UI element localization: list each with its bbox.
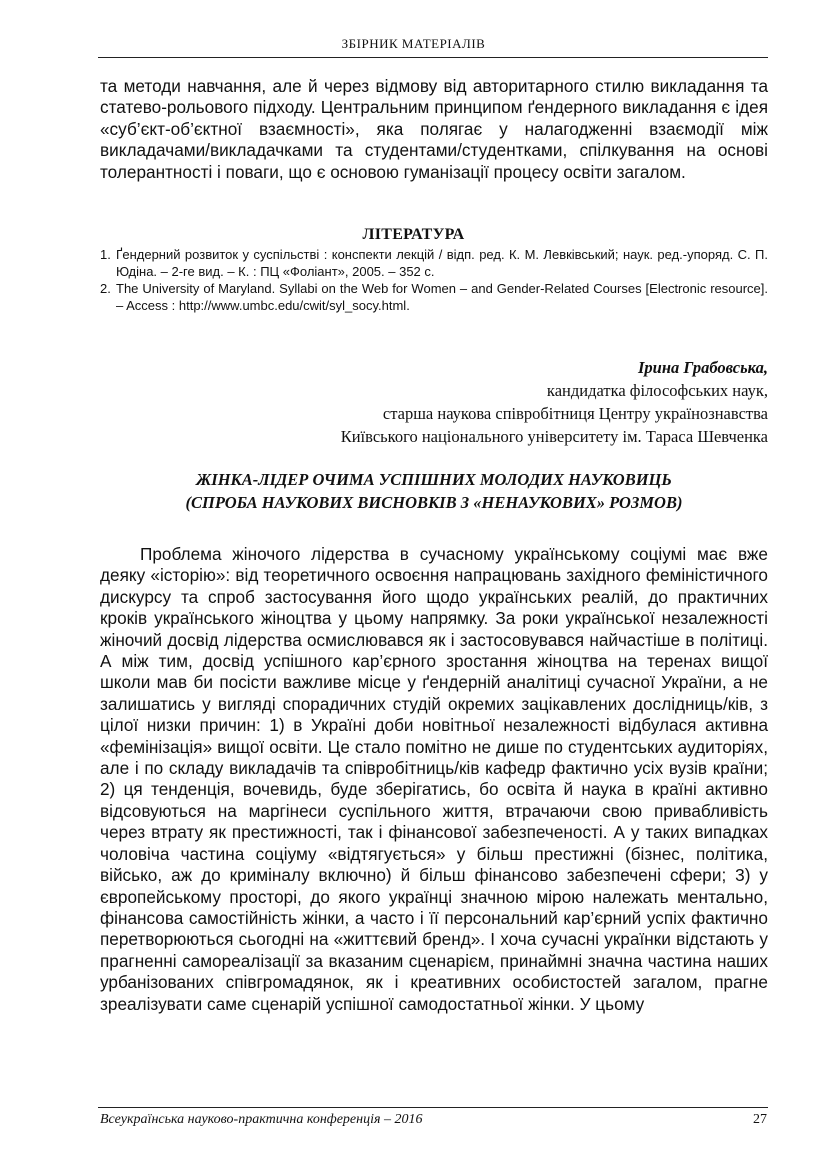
reference-number: 2. — [100, 281, 111, 296]
article-subtitle-line: (СПРОБА НАУКОВИХ ВИСНОВКІВ З «НЕНАУКОВИХ» РОЗМОВ) — [185, 493, 683, 512]
author-block — [148, 356, 768, 448]
article-title-line: ЖІНКА-ЛІДЕР ОЧИМА УСПІШНИХ МОЛОДИХ НАУКОВИЦЬ — [196, 470, 672, 489]
header-divider — [98, 57, 768, 58]
reference-text: The University of Maryland. Syllabi on the Web for Women – and Gender-Related Courses [Electronic resource]. – Access : http://www.umbc.edu/cwit/syl_socy.html. — [116, 281, 768, 313]
author-name: Ірина Грабовська, — [637, 358, 768, 377]
author-institution: Київського національного університету ім. Тараса Шевченка — [340, 427, 768, 446]
article-body-paragraph: Проблема жіночого лідерства в сучасному українському соціумі має вже деяку «історію»: від теоретичного освоєння напрацювань західного феміністичного дискурсу та спроб застосування його щодо українських реалій, до практичних кроків українського жіноцтва у цьому напрямку. За роки української незалежності жіночий досвід лідерства осмислювався як і застосовувався найчастіше в політиці. А між тим, досвід успішного кар’єрного зростання жіноцтва на теренах вищої школи мав би посісти важливе місце у ґендерній аналітиці сучасної України, а не залишатись у вигляді спорадичних студій окремих зацікавлених дослідниць/ків, з цілої низки причин: 1) в Україні доби новітньої незалежності відбулася активна «фемінізація» вищої освіти. Це стало помітно не дише по студентських аудиторіях, але і по складу викладачів та співробітниць/ків кафедр фактично усіх вузів країни; 2) ця тенденція, вочевидь, буде зберігатись, бо освіта й наука в країні активно відсовуються на маргінеси суспільного життя, втрачаючи свою привабливість через втрату як престижності, так і фінансової забезпеченості. А у таких випадках чоловіча частина соціуму «відтягується» у більш престижні (бізнес, політика, військо, аж до криміналу включно) й більш фінансово забезпечені сфери; 3) у європейському просторі, до якого українці значною мірою належать ментально, фінансова самостійність жінки, а часто і її персональний кар’єрний успіх фактично перетворюються сьогодні на «життєвий бренд». І хоча сучасні українки відстають у прагненні самореалізації за вказаним сценарієм, принаймні значна частина наших урбанізованих співгромадянок, як і креативних особистостей загалом, прагне зреалізувати саме сценарій успішної самодостатньої жінки. У цьому — [100, 544, 768, 1014]
running-header: ЗБІРНИК МАТЕРІАЛІВ — [341, 36, 486, 51]
author-position: старша наукова співробітниця Центру українознавства — [382, 404, 768, 423]
reference-item — [100, 280, 768, 314]
references-heading: ЛІТЕРАТУРА — [362, 226, 465, 243]
footer-conference: Всеукраїнська науково-практична конференція – 2016 — [100, 1112, 423, 1127]
reference-number: 1. — [100, 247, 111, 262]
footer-divider — [98, 1107, 768, 1108]
continuation-paragraph: та методи навчання, але й через відмову від авторитарного стилю викладання та статево-рольового підходу. Центральним принципом ґендерного викладання є ідея «суб’єкт-об’єктної взаємності», яка полягає у налагодженні взаємодії між викладачами/викладачками та студентами/студентками, спілкування на основі толерантності і поваги, що є основою гуманізації процесу освіти загалом. — [100, 76, 768, 182]
page-number: 27 — [753, 1112, 767, 1127]
reference-item — [100, 246, 768, 280]
author-degree: кандидатка філософських наук, — [546, 381, 768, 400]
reference-text: Ґендерний розвиток у суспільстві : конспекти лекцій / відп. ред. К. М. Левківський; наук. ред.-упоряд. С. П. Юдіна. – 2-ге вид. – К. : ПЦ «Фоліант», 2005. – 352 с. — [116, 247, 768, 279]
article-title — [100, 468, 768, 514]
references-list — [100, 246, 768, 314]
